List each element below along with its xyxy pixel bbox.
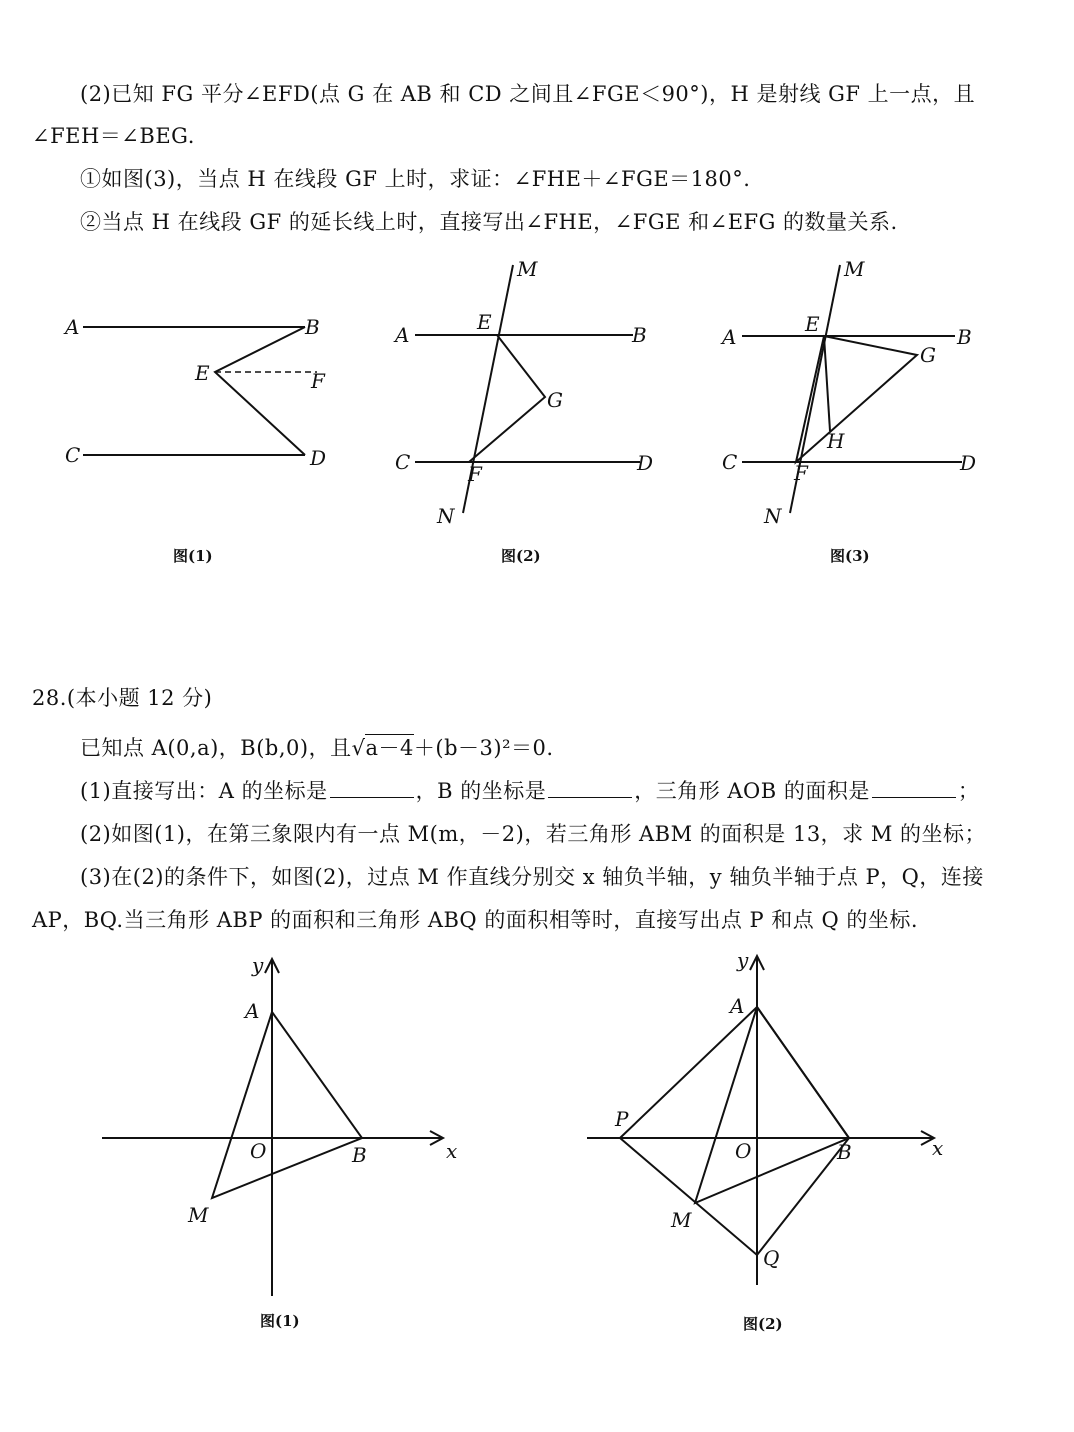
- q27-part2-line2: ∠FEH＝∠BEG.: [32, 124, 195, 148]
- polyline-bed: [215, 327, 305, 455]
- q27-part2-line1: (2)已知 FG 平分∠EFD(点 G 在 AB 和 CD 之间且∠FGE＜90°)，H 是射线 GF 上一点，且: [80, 82, 976, 106]
- answer-blank-a[interactable]: [330, 779, 414, 798]
- label-f: F: [311, 369, 325, 393]
- label-g: G: [920, 343, 936, 367]
- q28-figure-1: [90, 948, 480, 1338]
- given-suffix: ＋(b－3)²＝0.: [413, 736, 554, 760]
- label-d: D: [310, 446, 327, 470]
- sqrt-sign: √: [351, 736, 366, 760]
- label-d: D: [960, 451, 977, 475]
- label-m: M: [844, 257, 865, 281]
- label-f: F: [468, 462, 482, 486]
- label-b: B: [957, 325, 972, 349]
- label-q: Q: [763, 1246, 780, 1270]
- label-m: M: [188, 1203, 209, 1227]
- label-m: M: [671, 1208, 692, 1232]
- label-b: B: [352, 1143, 367, 1167]
- q28-given: [80, 732, 554, 762]
- label-o: O: [735, 1139, 752, 1163]
- q27-figure-2: [385, 255, 675, 580]
- q28-figure-2: [575, 945, 975, 1340]
- q28-part3-line1: (3)在(2)的条件下，如图(2)，过点 M 作直线分别交 x 轴负半轴，y 轴负半轴于点 P，Q，连接: [80, 865, 984, 889]
- q27-sub1: ①如图(3)，当点 H 在线段 GF 上时，求证：∠FHE＋∠FGE＝180°.: [80, 167, 751, 191]
- q28-part3-line2: AP，BQ.当三角形 ABP 的面积和三角形 ABQ 的面积相等时，直接写出点 P 和点 Q 的坐标.: [32, 908, 919, 932]
- label-y: y: [737, 948, 749, 972]
- figure-caption: 图(2): [501, 547, 541, 565]
- q28-header: 28.(本小题 12 分): [32, 686, 213, 710]
- quadrilateral-abqp: [620, 1007, 849, 1255]
- label-a: A: [730, 994, 745, 1018]
- given-prefix: 已知点 A(0,a)，B(b,0)，且: [80, 736, 352, 760]
- label-f: F: [794, 461, 808, 485]
- label-c: C: [722, 450, 738, 474]
- label-a: A: [722, 325, 737, 349]
- label-y: y: [252, 953, 264, 977]
- q27-figure-1: [55, 300, 355, 580]
- label-x: x: [446, 1139, 458, 1163]
- answer-blank-b[interactable]: [548, 779, 632, 798]
- figure-caption: 图(1): [260, 1312, 300, 1330]
- label-x: x: [932, 1136, 944, 1160]
- figure-caption: 图(2): [743, 1315, 783, 1333]
- part1-c-label: ，三角形 AOB 的面积是: [634, 779, 870, 803]
- figure-caption: 图(3): [830, 547, 870, 565]
- label-n: N: [437, 504, 455, 528]
- label-a: A: [65, 315, 80, 339]
- answer-blank-area[interactable]: [872, 779, 956, 798]
- q27-figure-3: [712, 255, 1012, 580]
- label-h: H: [827, 429, 845, 453]
- sqrt-radicand: a－4: [365, 736, 414, 760]
- part1-a-label: (1)直接写出：A 的坐标是: [80, 779, 328, 803]
- label-d: D: [637, 451, 654, 475]
- polyline-egf: [469, 335, 545, 462]
- q28-part1: [80, 775, 979, 805]
- part1-end: ；: [957, 779, 980, 803]
- segment-eh: [824, 336, 830, 431]
- q27-sub2: ②当点 H 在线段 GF 的延长线上时，直接写出∠FHE，∠FGE 和∠EFG 的数量关系.: [80, 210, 898, 234]
- label-b: B: [305, 315, 320, 339]
- label-g: G: [547, 388, 563, 412]
- label-a: A: [245, 999, 260, 1023]
- label-e: E: [805, 312, 820, 336]
- q28-part2: (2)如图(1)，在第三象限内有一点 M(m，－2)，若三角形 ABM 的面积是 13，求 M 的坐标；: [80, 822, 987, 846]
- part1-b-label: ，B 的坐标是: [415, 779, 547, 803]
- triangle-abm: [212, 1012, 362, 1198]
- label-o: O: [250, 1139, 267, 1163]
- label-n: N: [764, 504, 782, 528]
- label-a: A: [395, 323, 410, 347]
- label-b: B: [837, 1140, 852, 1164]
- label-m: M: [517, 257, 538, 281]
- figure-caption: 图(1): [173, 547, 213, 565]
- label-e: E: [477, 310, 492, 334]
- label-p: P: [615, 1107, 629, 1131]
- label-c: C: [65, 443, 81, 467]
- label-b: B: [632, 323, 647, 347]
- triangle-abm: [695, 1007, 849, 1203]
- triangle-egf: [796, 336, 917, 462]
- label-c: C: [395, 450, 411, 474]
- label-e: E: [195, 361, 210, 385]
